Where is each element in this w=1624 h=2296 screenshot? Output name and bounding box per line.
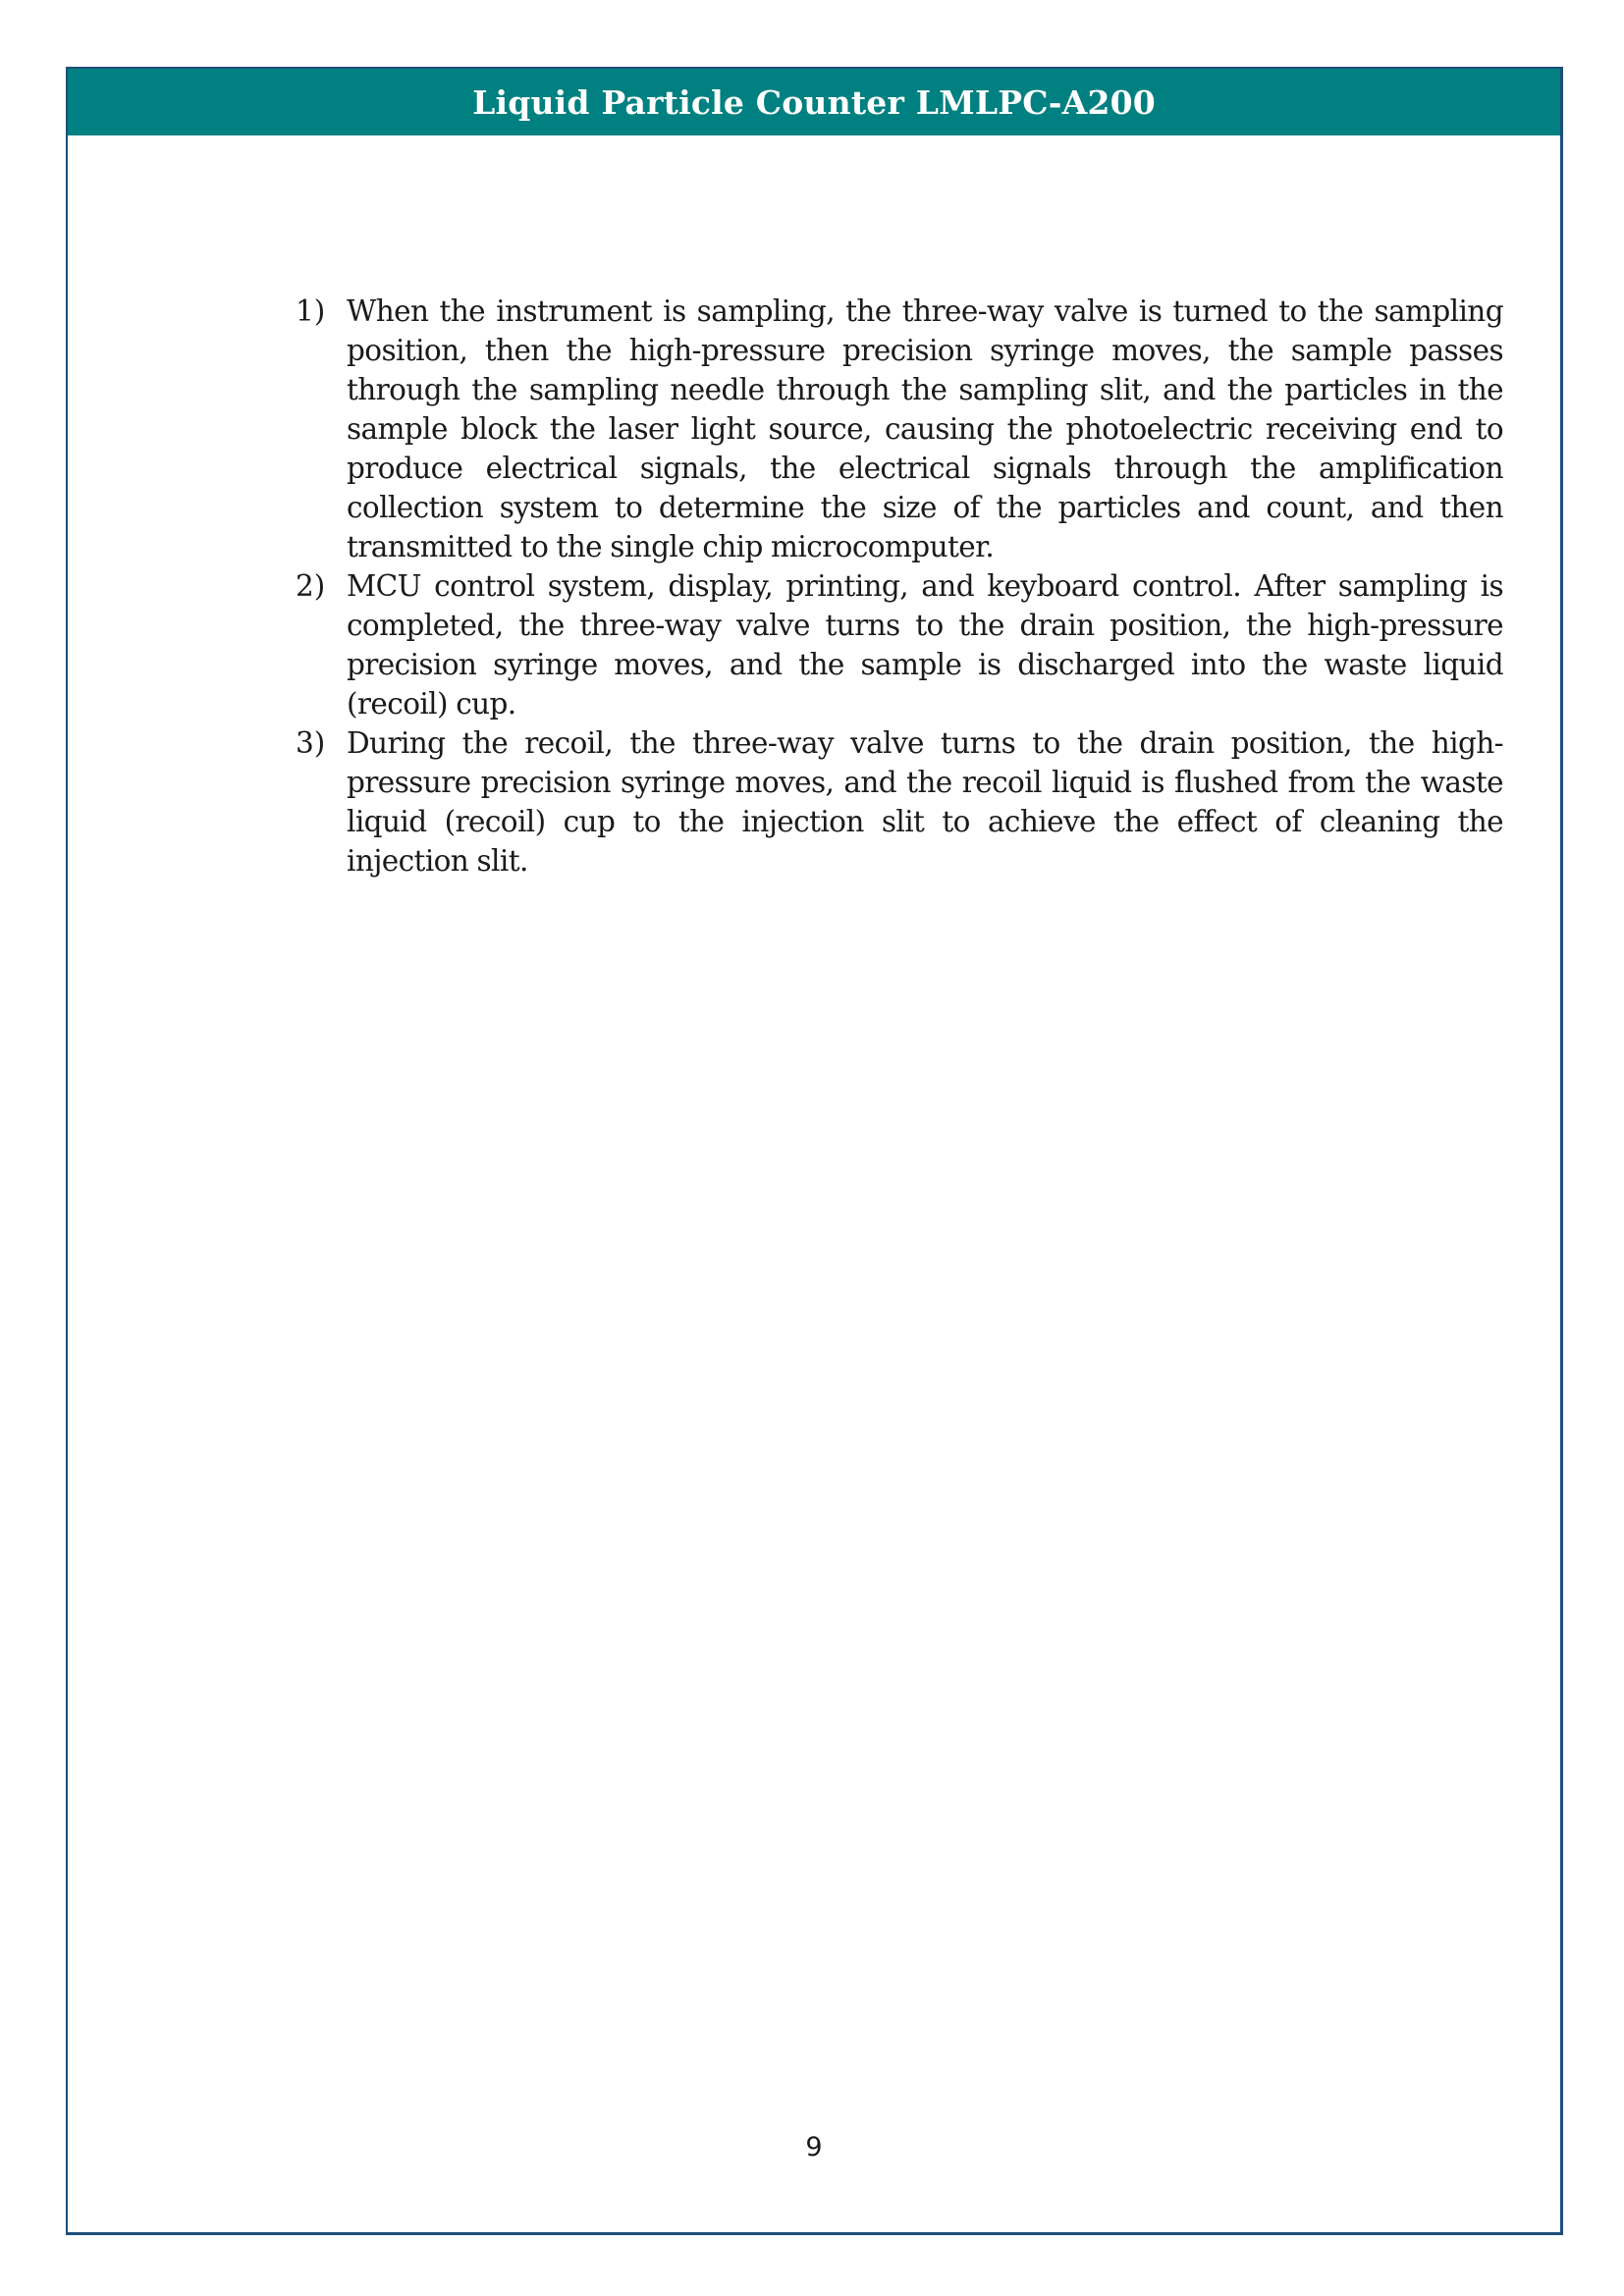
list-item-number: 3) [296, 726, 326, 760]
header-bar [68, 69, 1560, 135]
document-title: Liquid Particle Counter LMLPC-A200 [472, 82, 1156, 122]
page-frame [66, 67, 1563, 2235]
list-item-text: During the recoil, the three-way valve turns to the drain position, the high-pressure precision syringe moves, and the recoil liquid is flushed from the waste liquid (recoil) cup to the injection slit to achieve the effect of cleaning the injection slit. [347, 726, 1503, 878]
page-number: 9 [805, 2132, 823, 2163]
list-item-text: MCU control system, display, printing, and keyboard control. After sampling is completed, the three-way valve turns to the drain position, the high-pressure precision syringe moves, and the sample is discharged into the waste liquid (recoil) cup. [347, 569, 1503, 721]
list-item [296, 723, 1503, 881]
numbered-list [296, 292, 1503, 881]
list-item [296, 566, 1503, 723]
list-item [296, 292, 1503, 566]
list-item-number: 1) [296, 294, 326, 328]
list-item-number: 2) [296, 569, 326, 603]
list-item-text: When the instrument is sampling, the three-way valve is turned to the sampling position, then the high-pressure precision syringe moves, the sample passes through the sampling needle through the sampling slit, and the particles in the sample block the laser light source, causing the photoelectric receiving end to produce electrical signals, the electrical signals through the amplification collection system to determine the size of the particles and count, and then transmitted to the single chip microcomputer. [347, 294, 1503, 563]
